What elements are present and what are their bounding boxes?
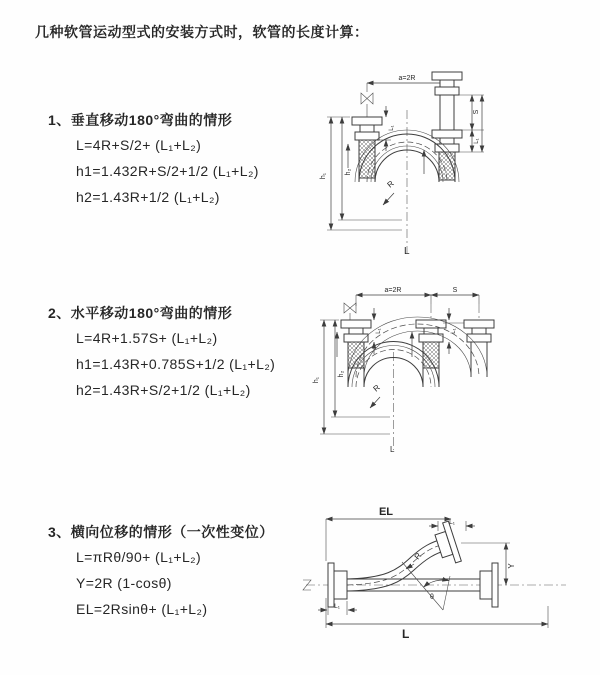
- dim-label-l: L: [402, 627, 410, 641]
- section-2-formula-h1: h1=1.43R+0.785S+1/2 (L₁+L₂): [76, 356, 276, 372]
- radius-callout: [383, 179, 396, 205]
- dimension-l1-mid: [449, 308, 457, 354]
- dim-label-el: EL: [378, 506, 394, 518]
- section-3-formula-Y: Y=2R (1-cosθ): [76, 575, 172, 591]
- valve-icon: [344, 303, 356, 320]
- dim-label-r: R: [385, 178, 396, 190]
- section-1-formula-h1: h1=1.432R+S/2+1/2 (L₁+L₂): [76, 163, 259, 179]
- section-1-formula-L: L=4R+S/2+ (L₁+L₂): [76, 137, 202, 153]
- dim-label-l1-top: L₁: [449, 519, 455, 526]
- dim-label-l1-left: L₁: [389, 125, 395, 131]
- dimension-s-l1-right: [457, 95, 484, 152]
- dimension-el: [326, 506, 451, 561]
- valve-icon: [361, 93, 373, 117]
- section-2-formula-L: L=4R+1.57S+ (L₁+L₂): [76, 330, 218, 346]
- dim-label-h2: h₂: [345, 168, 352, 176]
- dimension-l1-left: [379, 106, 395, 151]
- dim-label-l: L: [404, 246, 410, 257]
- right-hose-fitting: [432, 72, 462, 180]
- dimension-l: [326, 598, 548, 641]
- dim-label-theta: θ: [430, 594, 434, 601]
- dim-label-l: L: [390, 445, 395, 454]
- dim-label-h1: h₁: [320, 172, 327, 180]
- dimension-l1-top: [429, 519, 475, 531]
- page-title: 几种软管运动型式的安装方式时，软管的长度计算：: [35, 24, 369, 40]
- dim-label-l1-left: L₁: [376, 328, 382, 334]
- section-3-heading: 3、横向位移的情形（一次性变位）: [48, 524, 274, 540]
- section-2-heading: 2、水平移动180°弯曲的情形: [48, 305, 233, 321]
- dim-label-h1: h₁: [313, 376, 320, 384]
- dim-label-s: S: [452, 287, 458, 294]
- dim-label-a2r: a=2R: [384, 287, 402, 294]
- section-3-formula-L: L=πRθ/90+ (L₁+L₂): [76, 549, 202, 565]
- radius-callout: [370, 383, 382, 408]
- angle-construction: [402, 562, 450, 610]
- section-3-formula-EL: EL=2Rsinθ+ (L₁+L₂): [76, 601, 208, 617]
- dimension-a2r: [356, 287, 479, 306]
- section-1-heading: 1、垂直移动180°弯曲的情形: [48, 112, 233, 128]
- dim-label-y: Y: [507, 563, 516, 569]
- section-1-formula-h2: h2=1.43R+1/2 (L₁+L₂): [76, 189, 220, 205]
- displaced-flange: [432, 521, 461, 566]
- left-flange: [328, 563, 347, 607]
- dimension-l1-bottom: [318, 601, 357, 615]
- dim-label-l1-mid: L₁: [451, 328, 457, 334]
- diagram-lateral-displacement: [298, 498, 598, 653]
- dim-label-l1-bottom: L₁: [334, 603, 340, 610]
- dim-label-l1-right: L₁: [474, 138, 480, 144]
- dim-label-r: R: [371, 382, 382, 394]
- section-2-formula-h2: h2=1.43R+S/2+1/2 (L₁+L₂): [76, 382, 251, 398]
- displaced-hose-s-curve: [347, 539, 448, 591]
- dim-label-a2r: a=2R: [398, 75, 416, 82]
- diagram-horizontal-180-bend: [306, 282, 596, 457]
- dim-label-r: R: [412, 551, 424, 562]
- dim-label-s: S: [473, 109, 480, 115]
- dim-label-h2: h₂: [338, 370, 345, 378]
- diagram-vertical-180-bend: [312, 70, 592, 260]
